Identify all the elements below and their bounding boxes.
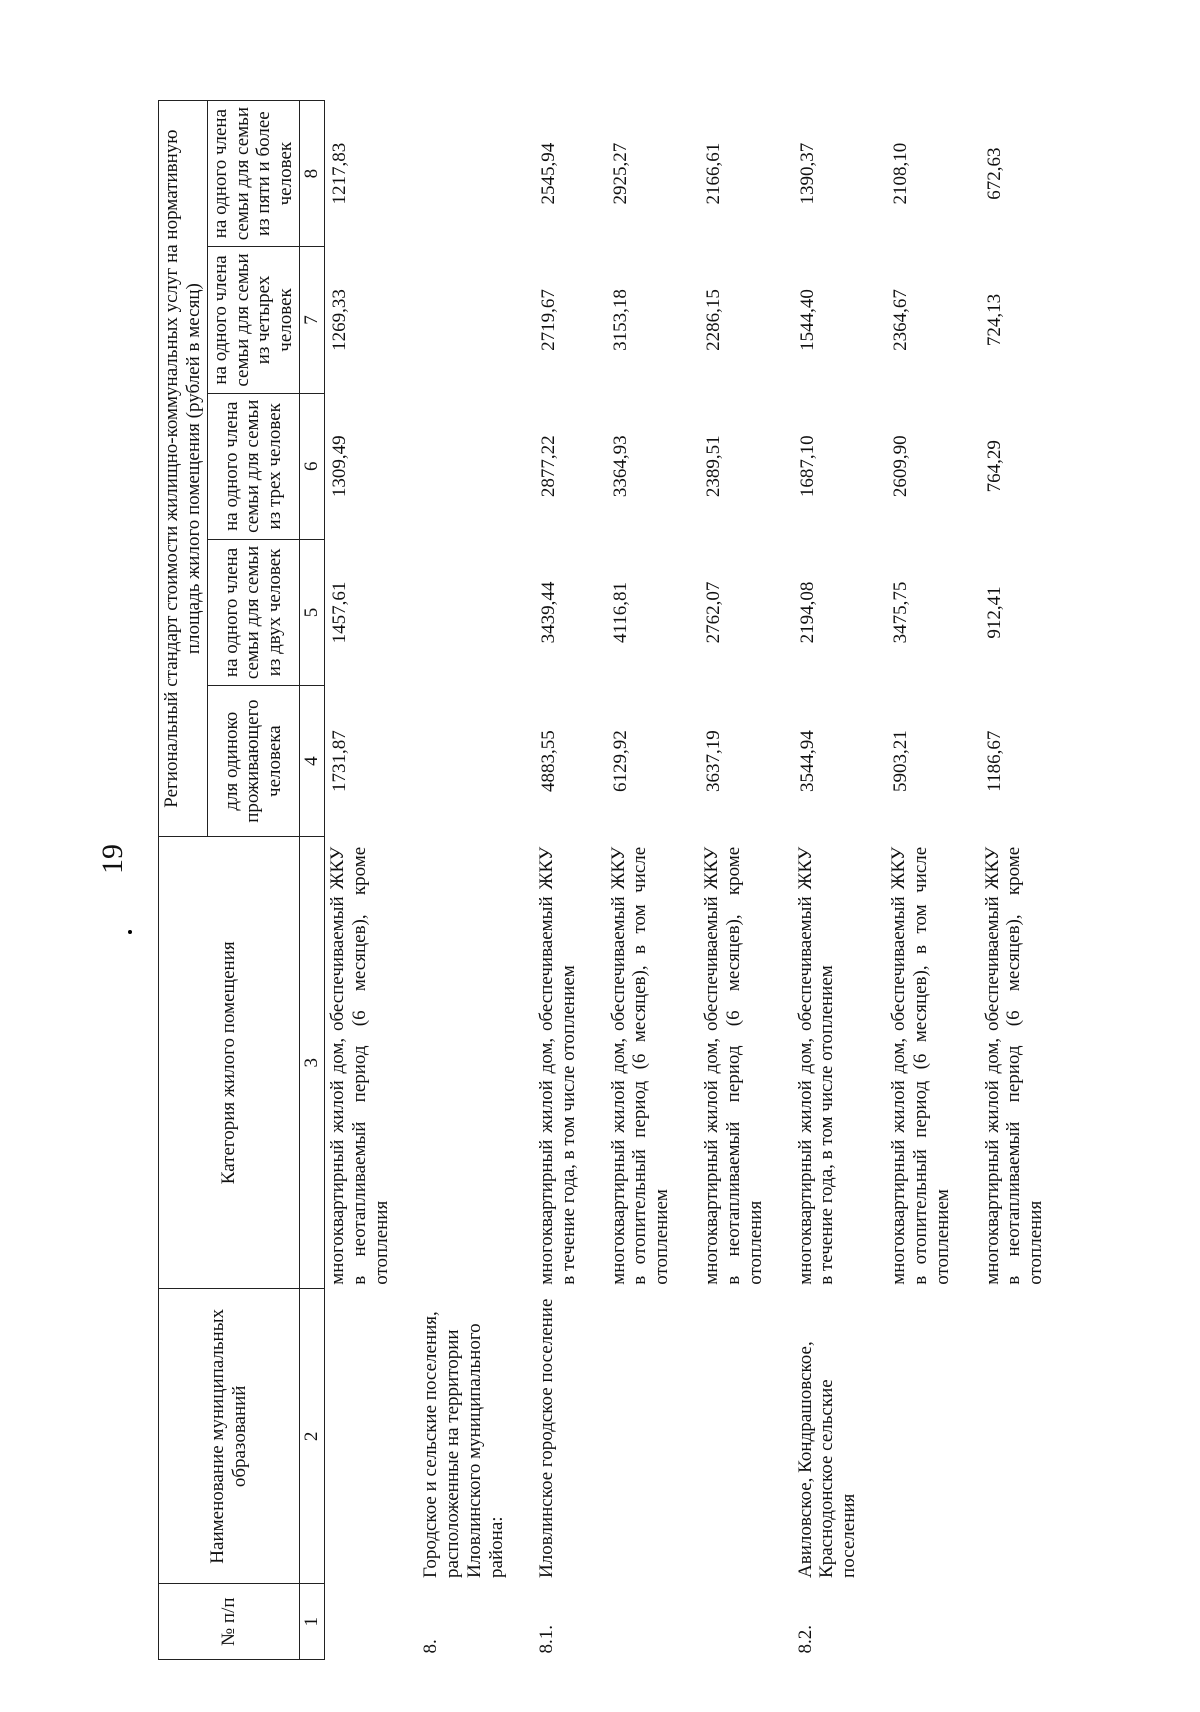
row-value-6: 1309,49 — [328, 435, 350, 498]
row-value-5: 3439,44 — [537, 581, 559, 644]
row-municipality — [324, 1289, 418, 1584]
header-sub-1: для одиноко проживающего человека — [207, 686, 299, 837]
index-3: 3 — [300, 837, 325, 1289]
header-group: Региональный стандарт стоимости жилищно-коммунальных услуг на нормативную площадь жилого помещения (рублей в месяц) — [159, 101, 208, 837]
index-1: 1 — [300, 1584, 325, 1660]
table-row — [324, 101, 418, 1660]
index-5: 5 — [300, 539, 325, 685]
row-value-8: 2166,61 — [703, 142, 725, 205]
row-category: многоквартирный жилой дом, обеспечиваемый ЖКУ в неотапливаемый период (6 месяцев), кроме отопления — [701, 846, 766, 1285]
standards-table — [158, 100, 1073, 1660]
row-value-8: 2545,94 — [537, 142, 559, 205]
row-category: многоквартирный жилой дом, обеспечиваемый ЖКУ в неотапливаемый период (6 месяцев), кроме отопления — [326, 846, 392, 1285]
row-value-6: 1687,10 — [796, 435, 818, 498]
row-value-5: 2762,07 — [703, 581, 725, 644]
row-number: 8.1. — [535, 1625, 557, 1654]
row-value-6 — [418, 393, 533, 539]
row-value-4: 3637,19 — [703, 730, 725, 793]
row-value-5 — [418, 539, 533, 685]
header-sub-5: на одного члена семьи для семьи из пяти и более человек — [207, 101, 299, 247]
row-number — [980, 1584, 1074, 1660]
row-value-6: 2389,51 — [703, 435, 725, 498]
row-value-7: 1544,40 — [796, 289, 818, 351]
row-value-8 — [418, 101, 533, 247]
row-value-6: 2609,90 — [890, 435, 912, 498]
header-municipality: Наименование муниципальных образований — [159, 1289, 300, 1584]
table-row — [418, 101, 533, 1660]
row-municipality — [699, 1289, 793, 1584]
row-number — [699, 1584, 793, 1660]
page-number: 19 — [96, 844, 129, 874]
header-sub-4: на одного члена семьи для семьи из четырех человек — [207, 247, 299, 393]
row-value-8: 672,63 — [983, 147, 1005, 200]
row-number — [886, 1584, 980, 1660]
row-value-7: 1269,33 — [328, 289, 350, 351]
header-sub-2: на одного члена семьи для семьи из двух человек — [207, 539, 299, 685]
row-value-8: 1390,37 — [796, 142, 818, 205]
index-6: 6 — [300, 393, 325, 539]
row-municipality: Городское и сельские поселения, расположенные на территории Иловлинского муниципального района: — [420, 1311, 507, 1578]
row-municipality: Авиловское, Кондрашовское, Краснодонское сельские поселения — [794, 1341, 860, 1578]
row-value-4 — [418, 686, 533, 837]
row-value-4: 5903,21 — [890, 730, 912, 793]
row-value-5: 4116,81 — [609, 581, 631, 643]
row-value-8: 2925,27 — [609, 142, 631, 205]
row-category: многоквартирный жилой дом, обеспечиваемый ЖКУ в отопительный период (6 месяцев), в том числе отоплением — [607, 846, 673, 1285]
row-number: 8.2. — [794, 1625, 816, 1654]
row-value-7 — [418, 247, 533, 393]
table-body — [324, 101, 1073, 1660]
row-number — [324, 1584, 418, 1660]
row-value-5: 1457,61 — [328, 581, 350, 644]
row-value-4: 3544,94 — [796, 730, 818, 793]
scan-speck — [128, 930, 132, 934]
row-value-6: 764,29 — [983, 440, 1005, 493]
index-2: 2 — [300, 1289, 325, 1584]
row-category: многоквартирный жилой дом, обеспечиваемый ЖКУ в течение года, в том числе отоплением — [535, 846, 579, 1285]
row-municipality — [886, 1289, 980, 1584]
row-value-8: 1217,83 — [328, 142, 350, 205]
row-value-5: 3475,75 — [890, 581, 912, 644]
row-value-8: 2108,10 — [890, 142, 912, 205]
table-row — [606, 101, 700, 1660]
row-category: многоквартирный жилой дом, обеспечиваемый ЖКУ в неотапливаемый период (6 месяцев), кроме отопления — [981, 846, 1047, 1285]
row-number — [606, 1584, 700, 1660]
row-value-7: 2719,67 — [537, 289, 559, 351]
row-value-4: 6129,92 — [609, 730, 631, 793]
row-value-7: 3153,18 — [609, 289, 631, 351]
table-row — [886, 101, 980, 1660]
header-number: № п/п — [159, 1584, 300, 1660]
index-7: 7 — [300, 247, 325, 393]
row-category: многоквартирный жилой дом, обеспечиваемый ЖКУ в течение года, в том числе отоплением — [794, 846, 838, 1285]
table-row — [699, 101, 793, 1660]
row-value-7: 2286,15 — [703, 289, 725, 351]
row-category: многоквартирный жилой дом, обеспечиваемый ЖКУ в отопительный период (6 месяцев), в том числе отоплением — [888, 846, 953, 1285]
row-municipality — [606, 1289, 700, 1584]
table-row — [980, 101, 1074, 1660]
row-value-5: 912,41 — [983, 586, 1005, 639]
table-row — [534, 101, 606, 1660]
header-category: Категория жилого помещения — [159, 837, 300, 1289]
header-sub-3: на одного члена семьи для семьи из трех человек — [207, 393, 299, 539]
row-value-5: 2194,08 — [796, 581, 818, 644]
index-8: 8 — [300, 101, 325, 247]
rotated-table-area — [158, 100, 1058, 1660]
row-municipality — [980, 1289, 1074, 1584]
row-value-4: 1186,67 — [983, 730, 1005, 792]
row-value-6: 2877,22 — [537, 435, 559, 498]
row-municipality: Иловлинское городское поселение — [535, 1298, 557, 1578]
index-4: 4 — [300, 686, 325, 837]
row-value-4: 1731,87 — [328, 730, 350, 793]
row-value-7: 724,13 — [983, 293, 1005, 347]
row-category — [418, 837, 533, 1289]
table-row — [793, 101, 887, 1660]
row-value-6: 3364,93 — [609, 435, 631, 498]
row-value-7: 2364,67 — [890, 289, 912, 351]
row-number: 8. — [420, 1639, 442, 1654]
row-value-4: 4883,55 — [537, 730, 559, 793]
